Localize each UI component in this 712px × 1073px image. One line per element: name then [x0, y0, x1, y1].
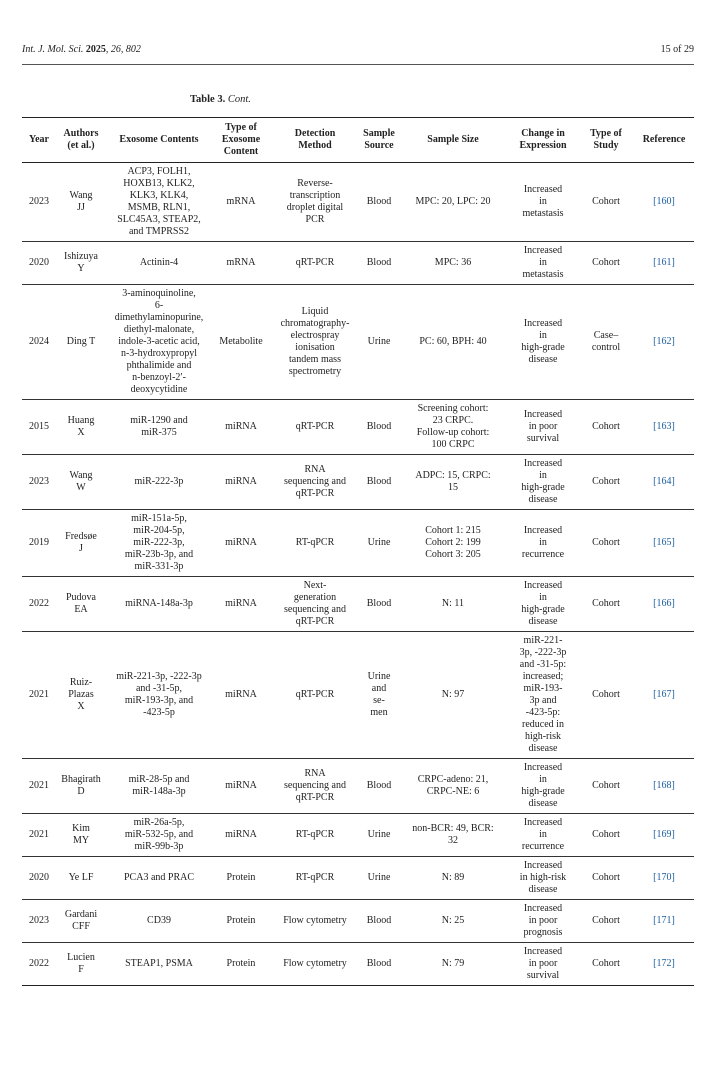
cell-change-in-expression: Increased in high-grade disease: [508, 455, 578, 510]
table-row: [22, 759, 694, 814]
cell-detection-method: RNA sequencing and qRT-PCR: [270, 759, 360, 814]
cell-year: 2023: [22, 900, 56, 943]
cell-exosome-contents: miR-221-3p, -222-3p and -31-5p, miR-193-3p, and -423-5p: [106, 632, 212, 759]
cell-sample-source: Urine: [360, 510, 398, 577]
table-row: [22, 285, 694, 400]
cell-study-type: Cohort: [578, 577, 634, 632]
cell-change-in-expression: Increased in high-grade disease: [508, 285, 578, 400]
cell-detection-method: qRT-PCR: [270, 242, 360, 285]
cell-change-in-expression: Increased in high-risk disease: [508, 857, 578, 900]
page-header: [22, 44, 694, 64]
cell-exosome-contents: Actinin-4: [106, 242, 212, 285]
table-row: [22, 943, 694, 986]
column-header-change-in-expression: Change in Expression: [508, 118, 578, 163]
table-row: [22, 163, 694, 242]
table-row: [22, 814, 694, 857]
cell-reference[interactable]: [169]: [634, 814, 694, 857]
cell-exosome-contents: STEAP1, PSMA: [106, 943, 212, 986]
cell-detection-method: RT-qPCR: [270, 857, 360, 900]
cell-year: 2021: [22, 814, 56, 857]
column-header-reference: Reference: [634, 118, 694, 163]
cell-detection-method: RNA sequencing and qRT-PCR: [270, 455, 360, 510]
cell-study-type: Cohort: [578, 943, 634, 986]
cell-sample-source: Blood: [360, 163, 398, 242]
cell-content-type: miRNA: [212, 814, 270, 857]
cell-sample-size: PC: 60, BPH: 40: [398, 285, 508, 400]
table-row: [22, 510, 694, 577]
cell-year: 2023: [22, 455, 56, 510]
cell-study-type: Cohort: [578, 510, 634, 577]
cell-sample-size: N: 97: [398, 632, 508, 759]
cell-authors: Ruiz- Plazas X: [56, 632, 106, 759]
cell-detection-method: qRT-PCR: [270, 632, 360, 759]
cell-reference[interactable]: [172]: [634, 943, 694, 986]
cell-exosome-contents: miR-28-5p and miR-148a-3p: [106, 759, 212, 814]
header-divider: [22, 64, 694, 65]
column-header-sample-source: Sample Source: [360, 118, 398, 163]
cell-content-type: miRNA: [212, 510, 270, 577]
cell-exosome-contents: CD39: [106, 900, 212, 943]
cell-content-type: mRNA: [212, 163, 270, 242]
cell-detection-method: RT-qPCR: [270, 814, 360, 857]
table-row: [22, 577, 694, 632]
cell-authors: Fredsøe J: [56, 510, 106, 577]
cell-detection-method: Flow cytometry: [270, 943, 360, 986]
cell-change-in-expression: Increased in metastasis: [508, 163, 578, 242]
cell-detection-method: Next- generation sequencing and qRT-PCR: [270, 577, 360, 632]
cell-reference[interactable]: [167]: [634, 632, 694, 759]
cell-change-in-expression: Increased in recurrence: [508, 510, 578, 577]
journal-year: 2025: [85, 44, 106, 55]
cell-authors: Bhagirath D: [56, 759, 106, 814]
cell-study-type: Case– control: [578, 285, 634, 400]
cell-reference[interactable]: [168]: [634, 759, 694, 814]
cell-sample-size: N: 89: [398, 857, 508, 900]
column-header-sample-size: Sample Size: [398, 118, 508, 163]
cell-content-type: Protein: [212, 900, 270, 943]
cell-sample-source: Blood: [360, 455, 398, 510]
cell-study-type: Cohort: [578, 163, 634, 242]
cell-change-in-expression: Increased in recurrence: [508, 814, 578, 857]
cell-authors: Gardani CFF: [56, 900, 106, 943]
cell-authors: Huang X: [56, 400, 106, 455]
cell-exosome-contents: miRNA-148a-3p: [106, 577, 212, 632]
table-row: [22, 242, 694, 285]
cell-authors: Lucien F: [56, 943, 106, 986]
cell-authors: Kim MY: [56, 814, 106, 857]
column-header-exosome-contents: Exosome Contents: [106, 118, 212, 163]
cell-change-in-expression: miR-221- 3p, -222-3p and -31-5p: increased; miR-193- 3p and -423-5p: reduced in high-risk disease: [508, 632, 578, 759]
cell-sample-size: N: 11: [398, 577, 508, 632]
cell-detection-method: Flow cytometry: [270, 900, 360, 943]
cell-sample-size: Screening cohort: 23 CRPC. Follow-up cohort: 100 CRPC: [398, 400, 508, 455]
cell-authors: Wang JJ: [56, 163, 106, 242]
cell-reference[interactable]: [161]: [634, 242, 694, 285]
cell-study-type: Cohort: [578, 632, 634, 759]
cell-sample-source: Blood: [360, 400, 398, 455]
table-row: [22, 455, 694, 510]
cell-sample-source: Blood: [360, 900, 398, 943]
cell-exosome-contents: miR-151a-5p, miR-204-5p, miR-222-3p, miR-23b-3p, and miR-331-3p: [106, 510, 212, 577]
cell-exosome-contents: 3-aminoquinoline, 6- dimethylaminopurine, diethyl-malonate, indole-3-acetic acid, n-3-hydroxypropyl phthalimide and n-benzoyl-2′- deoxycytidine: [106, 285, 212, 400]
cell-sample-size: MPC: 20, LPC: 20: [398, 163, 508, 242]
cell-detection-method: Reverse- transcription droplet digital PCR: [270, 163, 360, 242]
column-header-detection-method: Detection Method: [270, 118, 360, 163]
cell-study-type: Cohort: [578, 759, 634, 814]
cell-reference[interactable]: [164]: [634, 455, 694, 510]
cell-study-type: Cohort: [578, 857, 634, 900]
column-header-year: Year: [22, 118, 56, 163]
cell-reference[interactable]: [166]: [634, 577, 694, 632]
cell-sample-source: Urine: [360, 285, 398, 400]
cell-content-type: miRNA: [212, 632, 270, 759]
cell-reference[interactable]: [163]: [634, 400, 694, 455]
table-header-row: [22, 118, 694, 163]
cell-sample-size: Cohort 1: 215 Cohort 2: 199 Cohort 3: 205: [398, 510, 508, 577]
table-caption: [190, 94, 251, 105]
column-header-authors: Authors (et al.): [56, 118, 106, 163]
cell-sample-source: Blood: [360, 242, 398, 285]
cell-content-type: Protein: [212, 857, 270, 900]
cell-authors: Ishizuya Y: [56, 242, 106, 285]
exosome-table: [22, 117, 694, 986]
cell-study-type: Cohort: [578, 400, 634, 455]
cell-detection-method: Liquid chromatography- electrospray ionisation tandem mass spectrometry: [270, 285, 360, 400]
cell-content-type: miRNA: [212, 400, 270, 455]
cell-sample-source: Urine: [360, 814, 398, 857]
cell-reference[interactable]: [162]: [634, 285, 694, 400]
table-row: [22, 857, 694, 900]
cell-change-in-expression: Increased in poor survival: [508, 943, 578, 986]
table-row: [22, 632, 694, 759]
cell-sample-source: Blood: [360, 577, 398, 632]
cell-exosome-contents: miR-1290 and miR-375: [106, 400, 212, 455]
cell-authors: Ye LF: [56, 857, 106, 900]
journal-name: Int. J. Mol. Sci.: [22, 44, 84, 55]
cell-reference[interactable]: [170]: [634, 857, 694, 900]
cell-change-in-expression: Increased in poor prognosis: [508, 900, 578, 943]
cell-change-in-expression: Increased in high-grade disease: [508, 759, 578, 814]
cell-sample-source: Blood: [360, 759, 398, 814]
cell-year: 2020: [22, 242, 56, 285]
column-header-content-type: Type of Exosome Content: [212, 118, 270, 163]
cell-study-type: Cohort: [578, 814, 634, 857]
column-header-study-type: Type of Study: [578, 118, 634, 163]
cell-change-in-expression: Increased in high-grade disease: [508, 577, 578, 632]
cell-content-type: mRNA: [212, 242, 270, 285]
cell-year: 2021: [22, 759, 56, 814]
table-caption-text: Cont.: [227, 94, 251, 105]
cell-study-type: Cohort: [578, 455, 634, 510]
table-caption-label: Table 3.: [190, 94, 226, 105]
cell-authors: Ding T: [56, 285, 106, 400]
cell-authors: Wang W: [56, 455, 106, 510]
cell-change-in-expression: Increased in metastasis: [508, 242, 578, 285]
table-row: [22, 400, 694, 455]
cell-exosome-contents: PCA3 and PRAC: [106, 857, 212, 900]
cell-change-in-expression: Increased in poor survival: [508, 400, 578, 455]
cell-detection-method: RT-qPCR: [270, 510, 360, 577]
journal-citation: [22, 44, 141, 55]
cell-sample-size: non-BCR: 49, BCR: 32: [398, 814, 508, 857]
cell-year: 2024: [22, 285, 56, 400]
cell-sample-size: MPC: 36: [398, 242, 508, 285]
cell-year: 2020: [22, 857, 56, 900]
cell-content-type: miRNA: [212, 577, 270, 632]
cell-sample-source: Blood: [360, 943, 398, 986]
cell-content-type: Protein: [212, 943, 270, 986]
page-number: 15 of 29: [660, 44, 694, 55]
cell-content-type: miRNA: [212, 455, 270, 510]
cell-exosome-contents: ACP3, FOLH1, HOXB13, KLK2, KLK3, KLK4, MSMB, RLN1, SLC45A3, STEAP2, and TMPRSS2: [106, 163, 212, 242]
cell-sample-source: Urine and se- men: [360, 632, 398, 759]
cell-authors: Pudova EA: [56, 577, 106, 632]
cell-year: 2021: [22, 632, 56, 759]
cell-year: 2023: [22, 163, 56, 242]
cell-sample-size: ADPC: 15, CRPC: 15: [398, 455, 508, 510]
journal-volume-pages: , 26, 802: [105, 44, 141, 55]
cell-sample-size: CRPC-adeno: 21, CRPC-NE: 6: [398, 759, 508, 814]
cell-year: 2015: [22, 400, 56, 455]
cell-year: 2022: [22, 577, 56, 632]
cell-exosome-contents: miR-222-3p: [106, 455, 212, 510]
cell-reference[interactable]: [165]: [634, 510, 694, 577]
cell-sample-size: N: 25: [398, 900, 508, 943]
cell-sample-size: N: 79: [398, 943, 508, 986]
cell-content-type: miRNA: [212, 759, 270, 814]
cell-detection-method: qRT-PCR: [270, 400, 360, 455]
cell-exosome-contents: miR-26a-5p, miR-532-5p, and miR-99b-3p: [106, 814, 212, 857]
cell-study-type: Cohort: [578, 242, 634, 285]
cell-content-type: Metabolite: [212, 285, 270, 400]
cell-reference[interactable]: [171]: [634, 900, 694, 943]
table-row: [22, 900, 694, 943]
cell-study-type: Cohort: [578, 900, 634, 943]
cell-reference[interactable]: [160]: [634, 163, 694, 242]
cell-sample-source: Urine: [360, 857, 398, 900]
cell-year: 2019: [22, 510, 56, 577]
cell-year: 2022: [22, 943, 56, 986]
